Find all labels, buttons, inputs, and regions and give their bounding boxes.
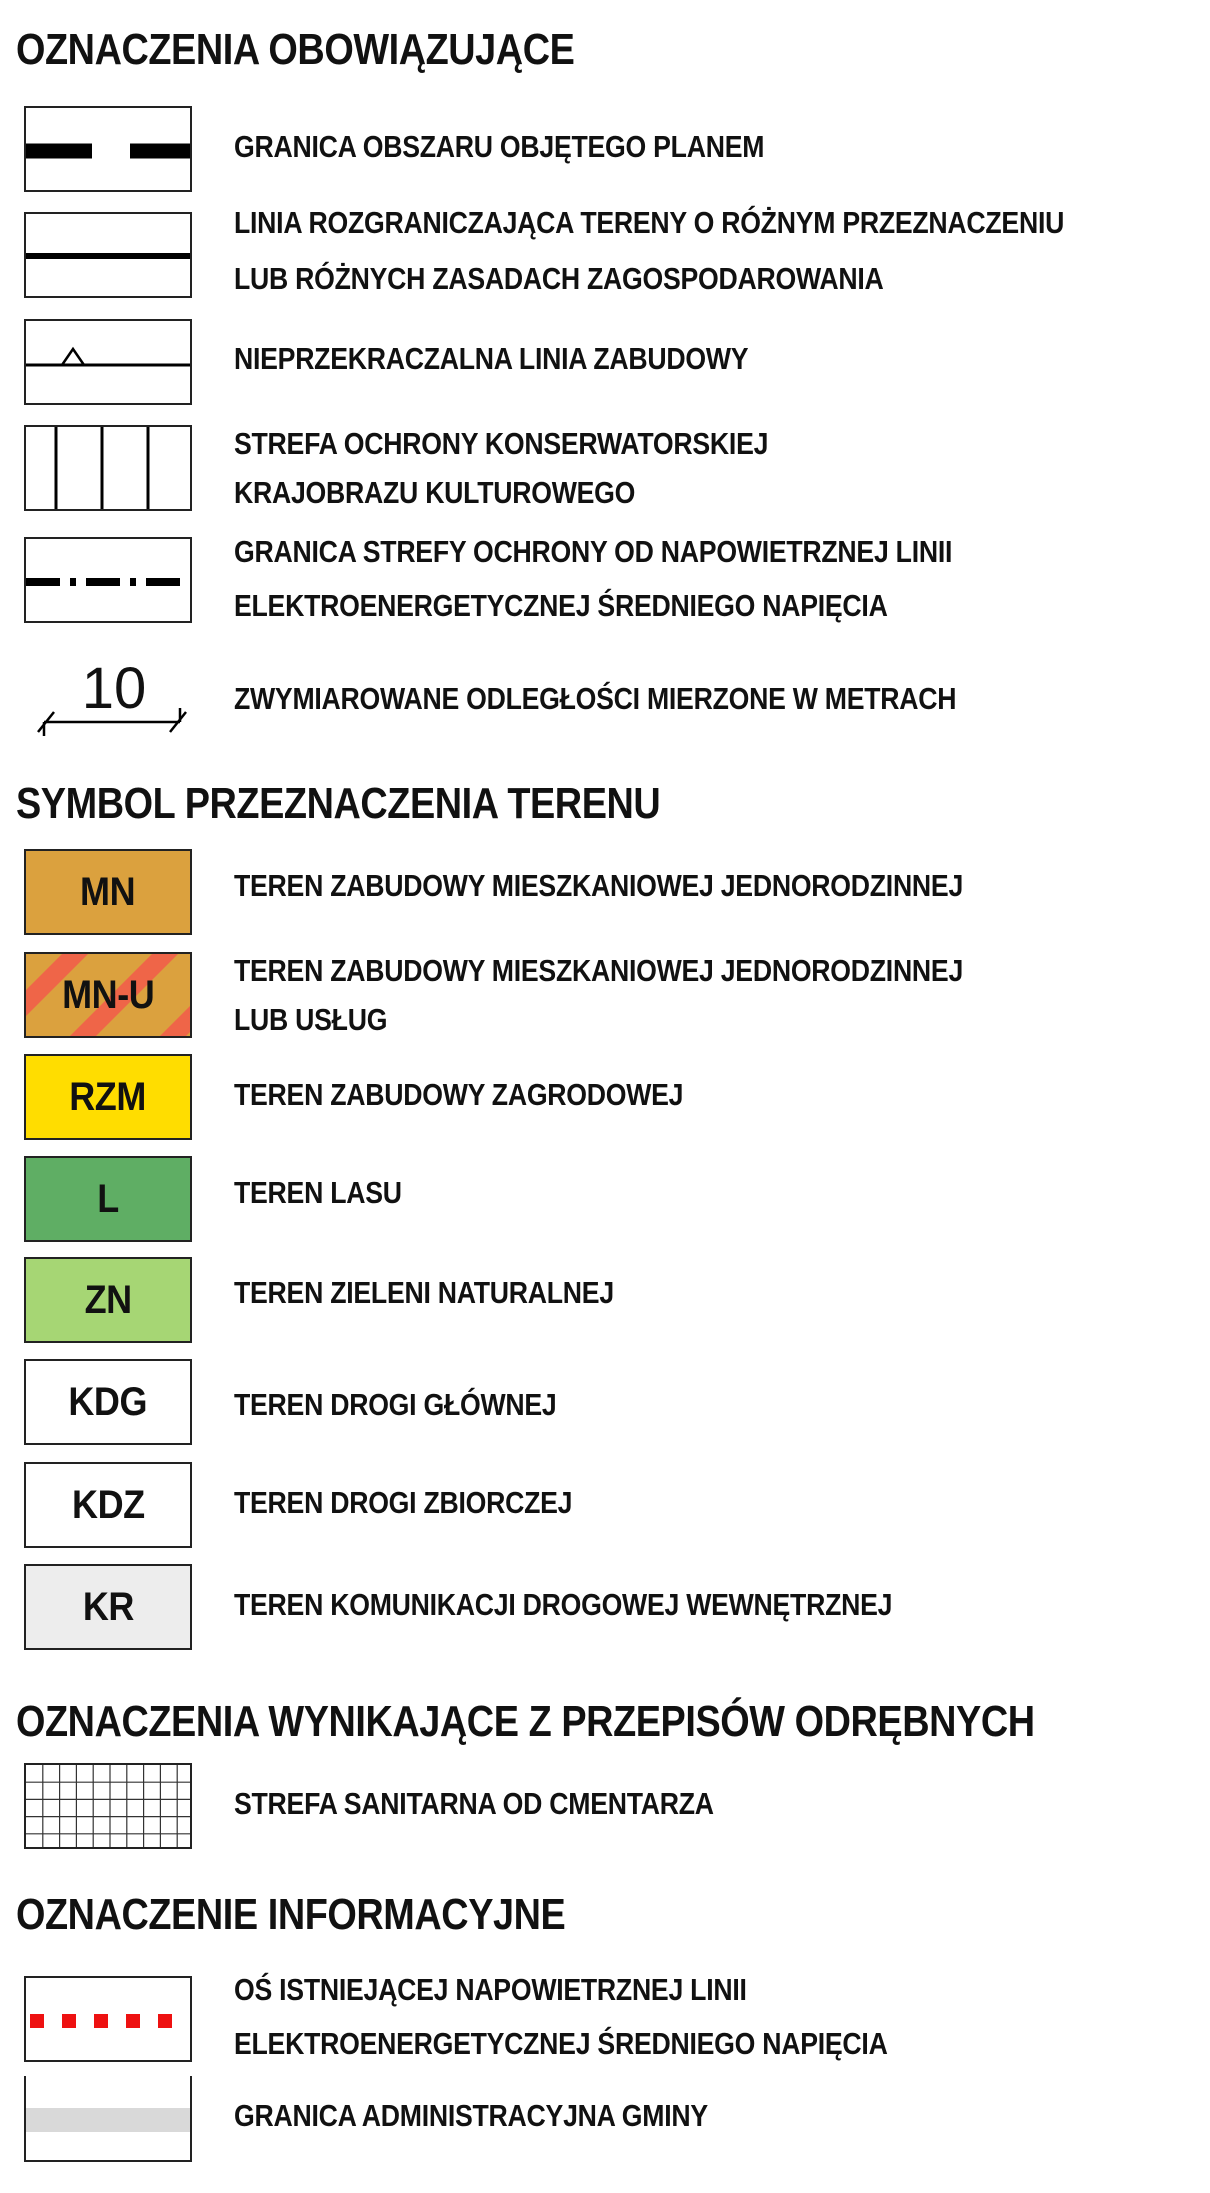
zone-code-l: L <box>97 1176 119 1221</box>
legend-label-os-linii-1: OŚ ISTNIEJĄCEJ NAPOWIETRZNEJ LINII <box>234 1972 747 2007</box>
section-title-przeznaczenie: SYMBOL PRZEZNACZENIA TERENU <box>16 779 661 828</box>
dimension-line-icon <box>30 656 190 750</box>
section-title-odrebne: OZNACZENIA WYNIKAJĄCE Z PRZEPISÓW ODRĘBNYCH <box>16 1697 1035 1746</box>
legend-label-linia-rozgraniczajaca-1: LINIA ROZGRANICZAJĄCA TERENY O RÓŻNYM PRZEZNACZENIU <box>234 205 1065 240</box>
zone-code-kr: KR <box>82 1584 134 1629</box>
solid-line-graphic <box>26 214 192 298</box>
dash-dot-line-graphic <box>26 539 192 623</box>
red-dotted-line-graphic <box>26 1978 192 2062</box>
zone-code-rzm: RZM <box>69 1074 147 1119</box>
legend-label-zwymiarowane: ZWYMIAROWANE ODLEGŁOŚCI MIERZONE W METRACH <box>234 681 957 716</box>
thick-dashed-line-graphic <box>26 108 192 192</box>
section-title-informacyjne: OZNACZENIE INFORMACYJNE <box>16 1890 566 1939</box>
zone-swatch-kr <box>24 1564 192 1650</box>
thick-dashed-line-icon <box>24 106 192 192</box>
legend-label-kdz: TEREN DROGI ZBIORCZEJ <box>234 1485 573 1520</box>
legend-label-strefa-konserwatorska-1: STREFA OCHRONY KONSERWATORSKIEJ <box>234 426 769 461</box>
legend-label-linia-rozgraniczajaca-2: LUB RÓŻNYCH ZASADACH ZAGOSPODAROWANIA <box>234 261 884 296</box>
zone-code-kdg: KDG <box>68 1379 148 1424</box>
legend-label-strefa-linii-2: ELEKTROENERGETYCZNEJ ŚREDNIEGO NAPIĘCIA <box>234 588 888 623</box>
zone-code-mn-u: MN-U <box>61 972 155 1017</box>
legend-label-strefa-konserwatorska-2: KRAJOBRAZU KULTUROWEGO <box>234 475 636 510</box>
dash-dot-line-icon <box>24 537 192 623</box>
zone-swatch-mn-u <box>24 952 192 1038</box>
zone-swatch-kdz <box>24 1462 192 1548</box>
dimension-value: 10 <box>81 656 147 721</box>
legend-label-kdg: TEREN DROGI GŁÓWNEJ <box>234 1387 557 1422</box>
grid-hatch-icon <box>24 1763 192 1849</box>
legend-label-kr: TEREN KOMUNIKACJI DROGOWEJ WEWNĘTRZNEJ <box>234 1587 893 1622</box>
solid-line-icon <box>24 212 192 298</box>
grey-band-icon <box>24 2076 192 2162</box>
grid-hatch-graphic <box>26 1765 192 1849</box>
legend-label-mn-u-1: TEREN ZABUDOWY MIESZKANIOWEJ JEDNORODZINNEJ <box>234 953 964 988</box>
legend-label-granica-gminy: GRANICA ADMINISTRACYJNA GMINY <box>234 2098 708 2133</box>
zone-swatch-mn <box>24 849 192 935</box>
legend-label-granica-obszaru: GRANICA OBSZARU OBJĘTEGO PLANEM <box>234 129 765 164</box>
building-line-triangle-icon <box>24 319 192 405</box>
building-line-graphic <box>26 321 192 405</box>
zone-swatch-rzm <box>24 1054 192 1140</box>
legend-label-strefa-linii-1: GRANICA STREFY OCHRONY OD NAPOWIETRZNEJ LINII <box>234 534 953 569</box>
zone-code-mn: MN <box>80 869 136 914</box>
legend-label-mn-u-2: LUB USŁUG <box>234 1002 388 1037</box>
legend-label-zn: TEREN ZIELENI NATURALNEJ <box>234 1275 614 1310</box>
legend-label-strefa-sanitarna: STREFA SANITARNA OD CMENTARZA <box>234 1786 714 1821</box>
grey-band-graphic <box>26 2076 192 2162</box>
legend-label-linia-zabudowy: NIEPRZEKRACZALNA LINIA ZABUDOWY <box>234 341 749 376</box>
zone-code-zn: ZN <box>84 1277 132 1322</box>
legend-label-os-linii-2: ELEKTROENERGETYCZNEJ ŚREDNIEGO NAPIĘCIA <box>234 2026 888 2061</box>
zone-code-kdz: KDZ <box>71 1482 145 1527</box>
legend-label-mn: TEREN ZABUDOWY MIESZKANIOWEJ JEDNORODZINNEJ <box>234 868 964 903</box>
legend-label-rzm: TEREN ZABUDOWY ZAGRODOWEJ <box>234 1077 684 1112</box>
legend-label-l: TEREN LASU <box>234 1175 402 1210</box>
zone-swatch-kdg <box>24 1359 192 1445</box>
vertical-hatch-graphic <box>26 427 192 511</box>
vertical-hatch-icon <box>24 425 192 511</box>
zone-swatch-zn <box>24 1257 192 1343</box>
section-title-obowiazujace: OZNACZENIA OBOWIĄZUJĄCE <box>16 25 575 74</box>
red-dotted-line-icon <box>24 1976 192 2062</box>
zone-swatch-l <box>24 1156 192 1242</box>
